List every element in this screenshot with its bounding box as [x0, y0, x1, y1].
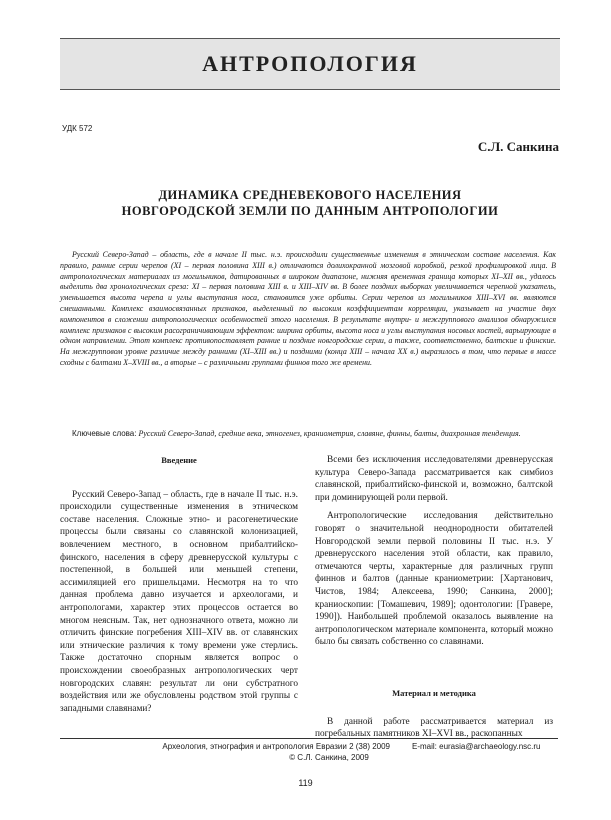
footer-divider	[60, 738, 558, 739]
keywords	[60, 428, 556, 439]
article-title-line: ДИНАМИКА СРЕДНЕВЕКОВОГО НАСЕЛЕНИЯ	[158, 188, 462, 202]
article-title	[60, 187, 560, 219]
body-paragraph: Всеми без исключения исследователями древнерусская культура Северо-Запада рассматривается как симбиоз славянской, прибалтийско-финской и, возможно, балтской при доминирующей роли первой.	[315, 455, 553, 503]
keywords-list: Русский Северо-Запад, средние века, этногенез, краниометрия, славяне, финны, балты, диахронная тенденция.	[138, 429, 521, 438]
udc-code: УДК 572	[62, 124, 93, 133]
body-paragraph: В данной работе рассматривается материал из погребальных памятников XI–XVI вв., раскопанных	[315, 716, 553, 740]
intro-heading: Введение	[161, 455, 197, 465]
methods-heading: Материал и методика	[392, 687, 476, 698]
section-header: АНТРОПОЛОГИЯ	[202, 51, 418, 76]
keywords-label: Ключевые слова:	[72, 429, 137, 438]
section-header-band	[60, 38, 560, 90]
author-name: С.Л. Санкина	[477, 139, 559, 154]
left-column	[60, 454, 298, 715]
abstract: Русский Северо-Запад – область, где в начале II тыс. н.э. происходили существенные изменения в этническом составе населения. Как правило, ранние серии черепов (XI – первая половина XIII в.) отличаются долихокранной мозговой коробкой, резкой профилировкой лица. В антропологических материалах из могильников, датированных в широком диапазоне, нижняя временная граница которых XI–XII вв., удалось выделить два хронологических среза: XI – первая половина XIII в. и XIII–XIV вв. В более поздних выборках увеличивается черепной указатель, уменьшается высота черепа и углы выступания носа, становится уже орбиты. Серии черепов из могильников XIII–XVI вв. являются смешанными. Комплекс взаимосвязанных признаков, выделенный по высоким коэффициентам корреляции, указывает на участие двух компонентов в сложении антропологических особенностей этого населения. В результате внутри- и межгруппового анализов обнаружился комплекс признаков с высоким расограничивающим эффектом: ширина орбиты, высота носа и углы выступания носовых костей, варьирующие в одном направлении. Этот комплекс противопоставляет ранние и поздние новгородские серии, а также, соответственно, балтские и финские. На межгрупповом уровне различие между ранними (XI–XIII вв.) и поздними (конца XIII – начала XX в.) выразилось в том, что первые в массе сходны с балтами X–XVIII вв., а вторые – с различными группами финнов того же времени.	[60, 250, 556, 367]
body-paragraph: Антропологические исследования действительно говорят о значительной неоднородности обитателей Новгородской земли первой половины II тыс. н.э. У древнерусского населения этой области, как правило, отмечаются черты, характерные для различных групп финнов и балтов (данные краниометрии: [Хартанович, Чистов, 1984; Алексеева, 1990; Санкина, 2000]; краниоскопии: [Томашевич, 1989]; одонтологии: [Гравере, 1990]). Наибольшей проблемой оказалось выявление на антропологическом материале компонента, который можно было бы связать собственно со славянами.	[315, 511, 553, 648]
intro-paragraph: Русский Северо-Запад – область, где в начале II тыс. н.э. происходили существенные изменения в этническом составе населения. Сложные этно- и расогенетические процессы были связаны со славянской колонизацией, вовлечением местного, в основном прибалтийско-финского, населения в сферу древнерусской культуры с постепенной, в большей или меньшей степени, ассимиляцией его пришельцами. Несмотря на то что данная проблема давно изучается и археологами, и антропологами, характер этих процессов остается во многом неясным. Так, нет однозначного ответа, можно ли отличить финские погребения XIII–XIV вв. от славянских или этнические различия к тому времени уже стерлись. Также достаточно спорным является вопрос о происхождении своеобразных антропологических черт новгородских славян: результат ли они субстратного воздействия или же обусловлены родством этой группы с западными славянами?	[60, 489, 298, 714]
footer-copyright: © С.Л. Санкина, 2009	[289, 753, 369, 762]
article-title-line: НОВГОРОДСКОЙ ЗЕМЛИ ПО ДАННЫМ АНТРОПОЛОГИИ	[121, 204, 499, 218]
page-number: 119	[298, 778, 313, 788]
right-column	[315, 454, 553, 741]
footer	[60, 741, 558, 763]
footer-email: E-mail: eurasia@archaeology.nsc.ru	[412, 742, 541, 751]
footer-journal: Археология, этнография и антропология Евразии 2 (38) 2009	[162, 742, 390, 751]
